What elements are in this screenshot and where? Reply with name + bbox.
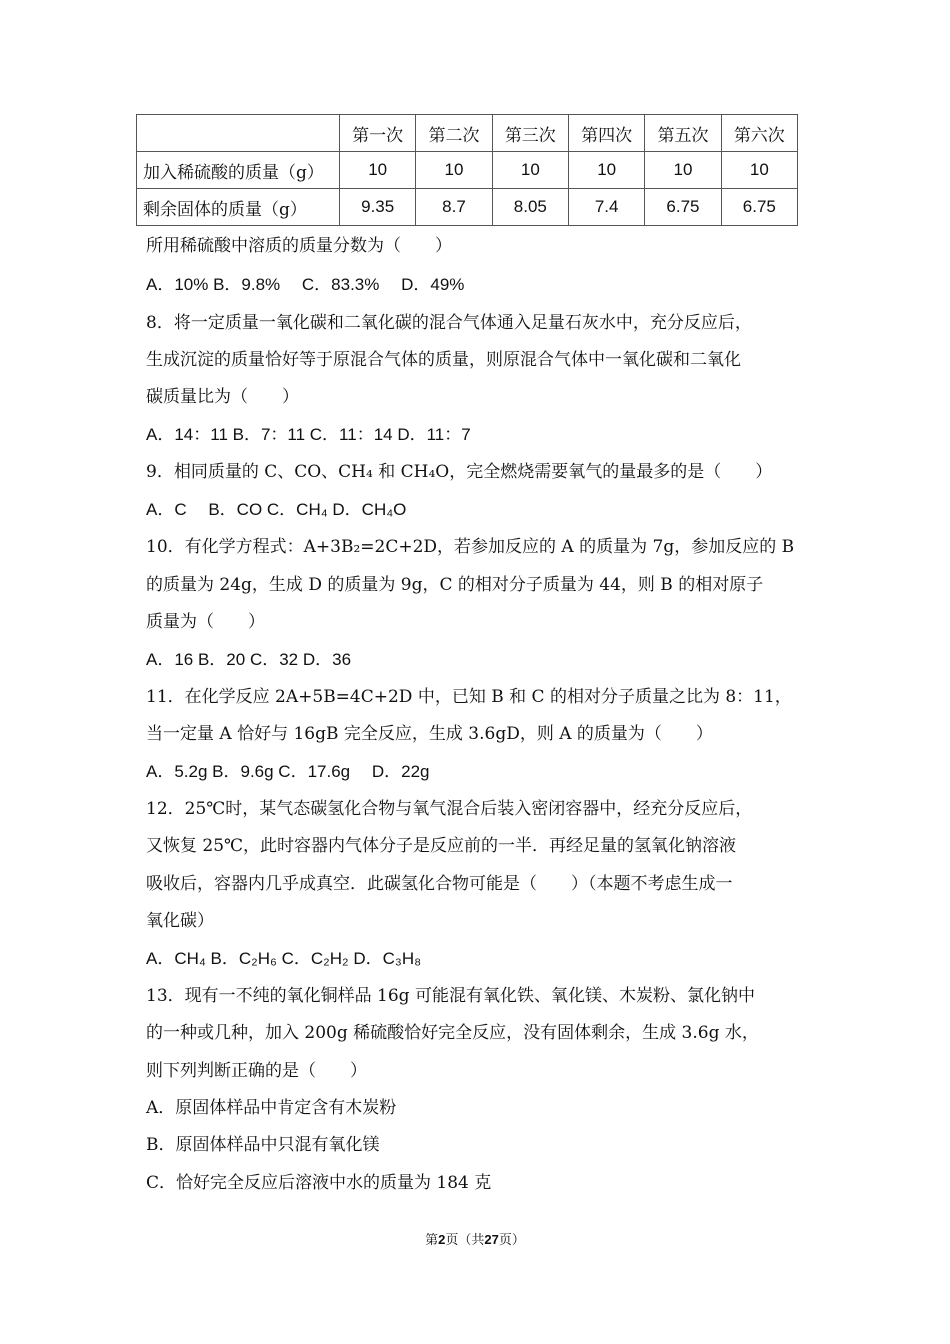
table-row (137, 152, 798, 189)
question-text-line: 碳质量比为（ ） (146, 387, 299, 407)
question-12-text: 12．25℃时，某气态碳氢化合物与氧气混合后装入密闭容器中，经充分反应后， (146, 799, 753, 819)
question-9-text: 9．相同质量的 C、CO、CH₄ 和 CH₄O，完全燃烧需要氧气的量最多的是（ ） (146, 462, 773, 482)
table-header-row (137, 115, 798, 152)
table-cell: 10 (645, 152, 721, 189)
table-cell: 9.35 (340, 189, 416, 226)
question-text-line: 的一种或几种，加入 200g 稀硫酸恰好完全反应，没有固体剩余，生成 3.6g 水， (146, 1023, 759, 1043)
question-text-line: 生成沉淀的质量恰好等于原混合气体的质量，则原混合气体中一氧化碳和二氧化 (146, 350, 741, 370)
table-row (137, 189, 798, 226)
table-row-label: 剩余固体的质量（g） (137, 189, 340, 226)
question-text-line: 当一定量 A 恰好与 16gB 完全反应，生成 3.6gD，则 A 的质量为（ ） (146, 724, 713, 744)
table-cell: 7.4 (568, 189, 644, 226)
page-footer (0, 1229, 950, 1248)
table-header-cell: 第二次 (416, 115, 492, 152)
question-13-text: 13．现有一不纯的氧化铜样品 16g 可能混有氧化铁、氧化镁、木炭粉、氯化钠中 (146, 986, 755, 1006)
table-cell: 6.75 (645, 189, 721, 226)
answer-options-line: A．16 B．20 C．32 D．36 (146, 650, 352, 669)
table-header-cell: 第一次 (340, 115, 416, 152)
table-cell: 10 (416, 152, 492, 189)
table-row-label: 加入稀硫酸的质量（g） (137, 152, 340, 189)
table-cell: 8.05 (492, 189, 568, 226)
table-cell: 8.7 (416, 189, 492, 226)
footer-suffix: 页） (498, 1233, 525, 1248)
question-text-line: 质量为（ ） (146, 612, 265, 632)
question-11-text: 11．在化学反应 2A+5B=4C+2D 中，已知 B 和 C 的相对分子质量之比为 8：11， (146, 687, 792, 707)
answer-options-line: A．14：11 B．7：11 C．11：14 D．11：7 (146, 425, 471, 444)
question-text-line: 所用稀硫酸中溶质的质量分数为（ ） (146, 236, 452, 256)
footer-mid: 页（共 (445, 1233, 485, 1248)
answer-options-line: A．5.2g B．9.6g C．17.6g D．22g (146, 762, 430, 781)
table-header-cell: 第四次 (568, 115, 644, 152)
question-10-text: 10．有化学方程式：A+3B₂=2C+2D，若参加反应的 A 的质量为 7g，参加反应的 B (146, 537, 795, 557)
table-header-cell: 第三次 (492, 115, 568, 152)
answer-options-line: A．C B．CO C．CH₄ D．CH₄O (146, 500, 407, 519)
question-text-line: 又恢复 25℃，此时容器内气体分子是反应前的一半．再经足量的氢氧化钠溶液 (146, 836, 737, 856)
table-cell: 10 (721, 152, 797, 189)
answer-options-line: A．CH₄ B．C₂H₆ C．C₂H₂ D．C₃H₈ (146, 949, 422, 968)
footer-prefix: 第 (425, 1233, 439, 1248)
answer-option-c: C．恰好完全反应后溶液中水的质量为 184 克 (146, 1173, 492, 1193)
footer-total-pages: 27 (484, 1232, 499, 1247)
answer-option-b: B．原固体样品中只混有氧化镁 (146, 1135, 380, 1155)
table-cell: 6.75 (721, 189, 797, 226)
question-text-line: 氧化碳） (146, 911, 214, 931)
footer-page-number: 2 (438, 1232, 446, 1247)
experiment-data-table (136, 114, 798, 226)
question-text-line: 的质量为 24g，生成 D 的质量为 9g，C 的相对分子质量为 44，则 B 的相对原子 (146, 575, 764, 595)
table-header-cell (137, 115, 340, 152)
table-cell: 10 (340, 152, 416, 189)
question-8-text: 8．将一定质量一氧化碳和二氧化碳的混合气体通入足量石灰水中，充分反应后， (146, 313, 752, 333)
table-cell: 10 (492, 152, 568, 189)
table-header-cell: 第五次 (645, 115, 721, 152)
question-text-line: 则下列判断正确的是（ ） (146, 1061, 367, 1081)
question-text-line: 吸收后，容器内几乎成真空．此碳氢化合物可能是（ ）（本题不考虑生成一 (146, 874, 733, 894)
table-cell: 10 (568, 152, 644, 189)
answer-options-line: A．10% B．9.8% C．83.3% D．49% (146, 275, 465, 294)
answer-option-a: A．原固体样品中肯定含有木炭粉 (146, 1098, 397, 1118)
table-header-cell: 第六次 (721, 115, 797, 152)
